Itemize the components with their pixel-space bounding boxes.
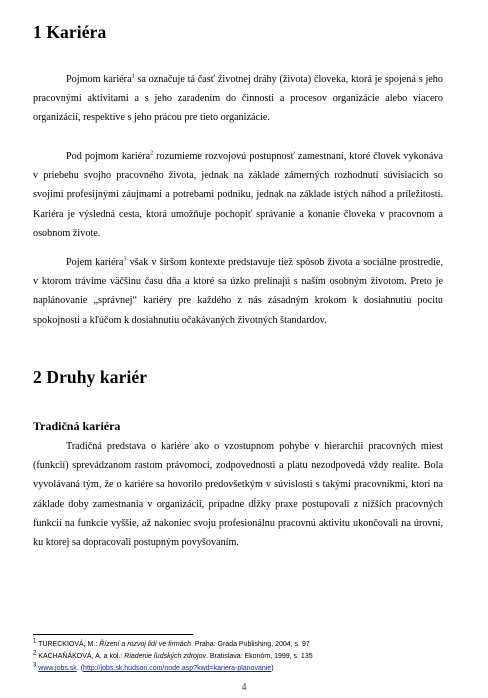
p4-text: Tradičná predstava o kariére ako o vzostupnom pohybe v hierarchii pracovných miest (funkcií) sprevádzanom rastom právomoci, zodpovednosti a platu nezodpovedá vždy realite. Bola vyvolávaná tým, že o kariére sa hovorilo predovšetkým v súvislosti s takými pracovníkmi, ktorí na základe doby zamestnania v organizácii, prípadne dĺžky praxe postupovali z nižších pracovných funkcií na funkcie vyššie, až nakoniec svoju profesionálnu pracovnú aktivitu ukončovali na úrovni, ku ktorej sa dopracovali postupným povyšovaním.	[33, 441, 443, 549]
footnote-3-site-link[interactable]: www.jobs.sk	[38, 665, 77, 672]
footnote-1-number: 1	[33, 638, 37, 645]
footnote-2-author: KACHAŇÁKOVÁ, A. a kol.:	[36, 653, 125, 660]
footnote-ref-3[interactable]: 3	[123, 256, 127, 263]
paragraph-1	[33, 70, 443, 128]
paragraph-3	[33, 253, 443, 330]
footnote-separator	[33, 634, 193, 635]
footnote-3-number: 3	[33, 662, 37, 669]
p2-text-start: Pod pojmom kariéra	[66, 151, 151, 162]
footnote-3-close: )	[271, 665, 274, 672]
footnote-3-separator: . (	[76, 665, 84, 672]
footnote-2-number: 2	[33, 650, 37, 657]
p1-text-start: Pojmom kariéra	[66, 74, 132, 85]
footnote-ref-1[interactable]: 1	[131, 73, 135, 80]
heading-druhy-karier: 2 Druhy kariér	[33, 367, 148, 387]
p2-text-rest: rozumieme rozvojovú postupnosť zamestnaní, ktoré človek vykonáva v priebehu svojho pracovného života, jednak na základe zámerných rozhodnutí súvisiacich so svojimi profesijnými záujmami a potrebami podniku, jednak na základe istých náhod a príležitostí. Kariéra je výsledná cesta, ktorá umožňuje pochopiť správanie a konanie človeka v pracovnom a osobnom živote.	[33, 151, 444, 239]
p3-text-rest: však v širšom kontexte predstavuje tiež spôsob života a sociálne prostredie, v ktorom trávime väčšinu času dňa a ktoré sa úzko prelínajú s naším osobným životom. Preto je naplánovanie „správnej“ kariéry pre každého z nás zásadným krokom k dosiahnutiu pocitu spokojnosti a kľúčom k dosiahnutiu očakávaných životných štandardov.	[33, 257, 443, 326]
footnote-1	[33, 640, 453, 650]
subheading-tradicna-kariera: Tradičná kariéra	[33, 419, 121, 433]
footnote-1-publisher: . Praha: Grada Publishing, 2004, s. 97	[191, 641, 310, 648]
footnote-1-title: Řízení a rozvoj lidí ve firmách	[99, 641, 192, 648]
footnote-2-title: Riadenie ľudských zdrojov	[124, 653, 206, 660]
paragraph-4	[33, 437, 443, 552]
p1-text-rest: sa označuje tá časť životnej dráhy (života) človeka, ktorá je spojená s jeho pracovnými aktivitami a s jeho zaradením do činnosti a procesov organizácie alebo viacero organizácií, respektíve s jeho prácou pre tieto organizácie.	[33, 74, 443, 124]
p3-text-start: Pojem kariéra	[66, 257, 124, 268]
heading-kariera: 1 Kariéra	[33, 22, 107, 42]
footnote-2	[33, 652, 453, 662]
footnote-2-publisher: . Bratislava: Ekonóm, 1999, s. 135	[206, 653, 313, 660]
page-number: 4	[241, 682, 247, 693]
footnote-1-author: TURECKIOVÁ, M.:	[36, 641, 100, 648]
footnote-3	[33, 664, 453, 674]
footnote-3-url-link[interactable]: http://jobs.sk.hudson.com/node.asp?kwd=kariera-planovanie	[83, 665, 272, 672]
footnote-ref-2[interactable]: 2	[150, 150, 154, 157]
paragraph-2	[33, 147, 443, 243]
